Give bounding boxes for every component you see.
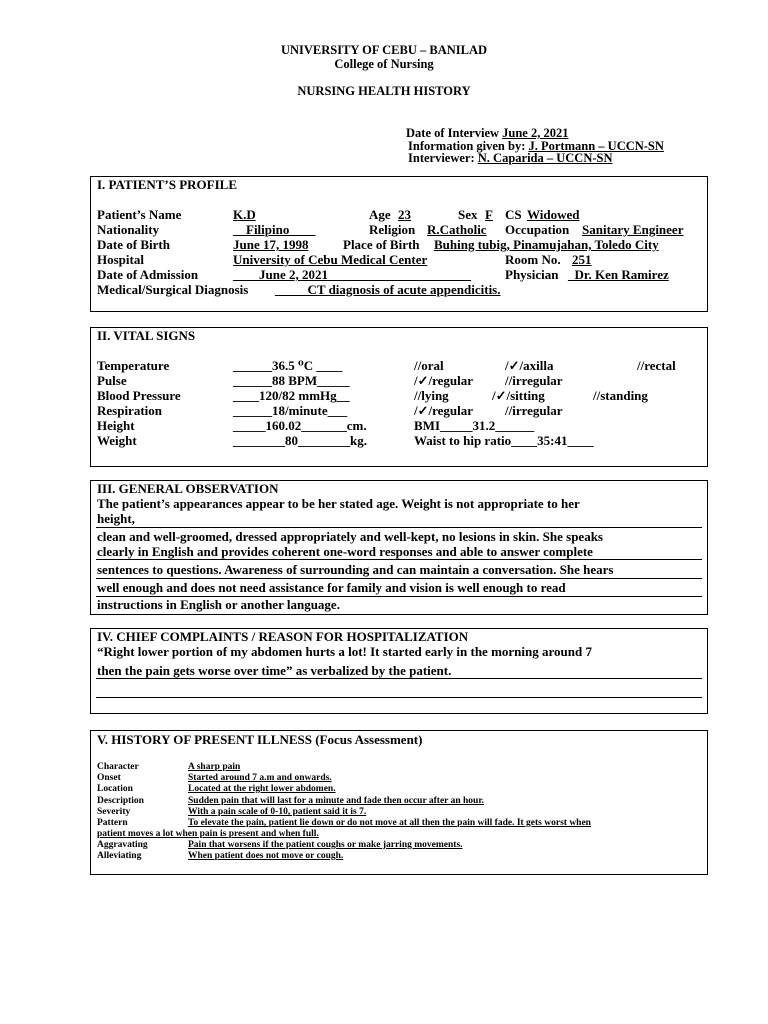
religion-label: Religion bbox=[369, 222, 416, 237]
physician-label: Physician bbox=[505, 267, 559, 282]
present-illness-section bbox=[90, 730, 708, 875]
vital-signs-section bbox=[90, 327, 708, 467]
age-value: 23 bbox=[398, 207, 411, 222]
bp-label: Blood Pressure bbox=[97, 388, 181, 403]
complaint-line: then the pain gets worse over time” as verbalized by the patient. bbox=[97, 663, 452, 678]
pattern-value: To elevate the pain, patient lie down or do not move at all then the pain will fade. It gets worst when bbox=[188, 818, 591, 828]
respiration-label: Respiration bbox=[97, 403, 162, 418]
physician-value: _Dr. Ken Ramirez bbox=[568, 267, 669, 282]
nationality-label: Nationality bbox=[97, 222, 160, 237]
observation-line: instructions in English or another language. bbox=[97, 597, 340, 612]
rule-line bbox=[96, 559, 702, 560]
height-value: _____160.02_______cm. bbox=[233, 418, 367, 433]
document-title: NURSING HEALTH HISTORY bbox=[297, 84, 471, 98]
name-value: K.D bbox=[233, 207, 256, 222]
rule-line bbox=[96, 527, 702, 528]
interviewer-label: Interviewer: bbox=[408, 151, 475, 165]
observation-heading: III. GENERAL OBSERVATION bbox=[97, 481, 279, 496]
admission-value: ____June 2, 2021______________________ bbox=[233, 267, 471, 282]
bp-option-lying: //lying bbox=[414, 388, 449, 403]
info-value: J. Portmann – UCCN-SN bbox=[528, 139, 664, 153]
temp-option-oral: //oral bbox=[414, 358, 444, 373]
diagnosis-label: Medical/Surgical Diagnosis bbox=[97, 282, 249, 297]
alleviating-value: When patient does not move or cough. bbox=[188, 851, 344, 861]
pob-label: Place of Birth bbox=[343, 237, 420, 252]
interviewer bbox=[408, 151, 613, 166]
observation-line: sentences to questions. Awareness of surrounding and can maintain a conversation. She hears bbox=[97, 562, 614, 577]
height-label: Height bbox=[97, 418, 135, 433]
complaint-line: “Right lower portion of my abdomen hurts a lot! It started early in the morning around 7 bbox=[97, 644, 592, 659]
onset-value: Started around 7 a.m and onwards. bbox=[188, 773, 332, 783]
severity-label: Severity bbox=[97, 807, 131, 817]
observation-line: well enough and does not need assistance for family and vision is well enough to read bbox=[97, 580, 566, 595]
resp-option-irregular: //irregular bbox=[505, 403, 563, 418]
character-value: A sharp pain bbox=[188, 762, 241, 772]
dob-label: Date of Birth bbox=[97, 237, 170, 252]
nationality-value: __Filipino____ bbox=[233, 222, 316, 237]
sex-label: Sex bbox=[458, 207, 478, 222]
pulse-label: Pulse bbox=[97, 373, 127, 388]
pulse-value: ______88 BPM_____ bbox=[233, 373, 350, 388]
hospital-value: University of Cebu Medical Center bbox=[233, 252, 428, 267]
admission-label: Date of Admission bbox=[97, 267, 199, 282]
interview-date-value: June 2, 2021 bbox=[502, 126, 569, 140]
pattern-label: Pattern bbox=[97, 818, 128, 828]
temp-option-axilla: /✓/axilla bbox=[505, 358, 554, 373]
rule-line bbox=[96, 596, 702, 597]
bp-value: ____120/82 mmHg__ bbox=[233, 388, 350, 403]
rule-line bbox=[96, 697, 702, 698]
respiration-value: ______18/minute___ bbox=[233, 403, 348, 418]
occupation-label: Occupation bbox=[505, 222, 570, 237]
severity-value: With a pain scale of 0-10, patient said it is 7. bbox=[188, 807, 367, 817]
profile-heading: I. PATIENT’S PROFILE bbox=[97, 177, 238, 192]
observation-line: height, bbox=[97, 511, 135, 526]
weight-value: ________80________kg. bbox=[233, 433, 367, 448]
pulse-option-regular: /✓/regular bbox=[414, 373, 474, 388]
room-label: Room No. bbox=[505, 252, 561, 267]
resp-option-regular: /✓/regular bbox=[414, 403, 474, 418]
age-label: Age bbox=[369, 207, 391, 222]
location-label: Location bbox=[97, 784, 133, 794]
sex-value: F bbox=[485, 207, 493, 222]
name-label: Patient’s Name bbox=[97, 207, 182, 222]
vitals-heading: II. VITAL SIGNS bbox=[97, 328, 196, 343]
room-value: 251 bbox=[572, 252, 592, 267]
bp-option-standing: //standing bbox=[593, 388, 648, 403]
observation-line: clearly in English and provides coherent one-word responses and able to answer complete bbox=[97, 544, 593, 559]
complaints-heading: IV. CHIEF COMPLAINTS / REASON FOR HOSPITALIZATION bbox=[97, 629, 469, 644]
description-label: Description bbox=[97, 796, 144, 806]
illness-heading-text: V. HISTORY OF PRESENT ILLNESS bbox=[97, 732, 312, 747]
interview-date-label: Date of Interview bbox=[406, 126, 500, 140]
description-value: Sudden pain that will last for a minute and fade then occur after an hour. bbox=[188, 796, 485, 806]
illness-heading bbox=[97, 732, 422, 748]
pulse-option-irregular: //irregular bbox=[505, 373, 563, 388]
diagnosis-value: _____CT diagnosis of acute appendicitis. bbox=[275, 282, 501, 297]
waist-hip-ratio: Waist to hip ratio____35:41____ bbox=[414, 433, 594, 448]
weight-label: Weight bbox=[97, 433, 137, 448]
observation-line: The patient’s appearances appear to be her stated age. Weight is not appropriate to her bbox=[97, 496, 580, 511]
cs-label: CS bbox=[505, 207, 522, 222]
temperature-value: ______36.5 ⁰C ____ bbox=[233, 358, 343, 373]
aggravating-value: Pain that worsens if the patient coughs or make jarring movements. bbox=[188, 840, 463, 850]
onset-label: Onset bbox=[97, 773, 121, 783]
rule-line bbox=[96, 678, 702, 679]
general-observation-section bbox=[90, 480, 708, 615]
university-name: UNIVERSITY OF CEBU – BANILAD bbox=[280, 43, 488, 57]
pob-value: Buhing tubig, Pinamujahan, Toledo City bbox=[434, 237, 659, 252]
chief-complaints-section bbox=[90, 628, 708, 714]
observation-line: clean and well-groomed, dressed appropriately and well-kept, no lesions in skin. She speaks bbox=[97, 529, 603, 544]
alleviating-label: Alleviating bbox=[97, 851, 142, 861]
patient-profile-section bbox=[90, 176, 708, 312]
location-value: Located at the right lower abdomen. bbox=[188, 784, 336, 794]
bp-option-sitting: /✓/sitting bbox=[492, 388, 545, 403]
bmi-value: BMI_____31.2______ bbox=[414, 418, 535, 433]
hospital-label: Hospital bbox=[97, 252, 144, 267]
cs-value: Widowed bbox=[527, 207, 580, 222]
interviewer-value: N. Caparida – UCCN-SN bbox=[477, 151, 613, 165]
character-label: Character bbox=[97, 762, 139, 772]
religion-value: R.Catholic bbox=[427, 222, 487, 237]
temp-option-rectal: //rectal bbox=[637, 358, 676, 373]
dob-value: June 17, 1998 bbox=[233, 237, 309, 252]
rule-line bbox=[96, 578, 702, 579]
illness-heading-suffix: (Focus Assessment) bbox=[315, 732, 423, 747]
aggravating-label: Aggravating bbox=[97, 840, 148, 850]
info-label: Information given by: bbox=[408, 139, 526, 153]
college-name: College of Nursing bbox=[334, 57, 434, 71]
temperature-label: Temperature bbox=[97, 358, 170, 373]
pattern-value-continued: patient moves a lot when pain is present and when full. bbox=[97, 829, 319, 839]
occupation-value: Sanitary Engineer bbox=[582, 222, 684, 237]
